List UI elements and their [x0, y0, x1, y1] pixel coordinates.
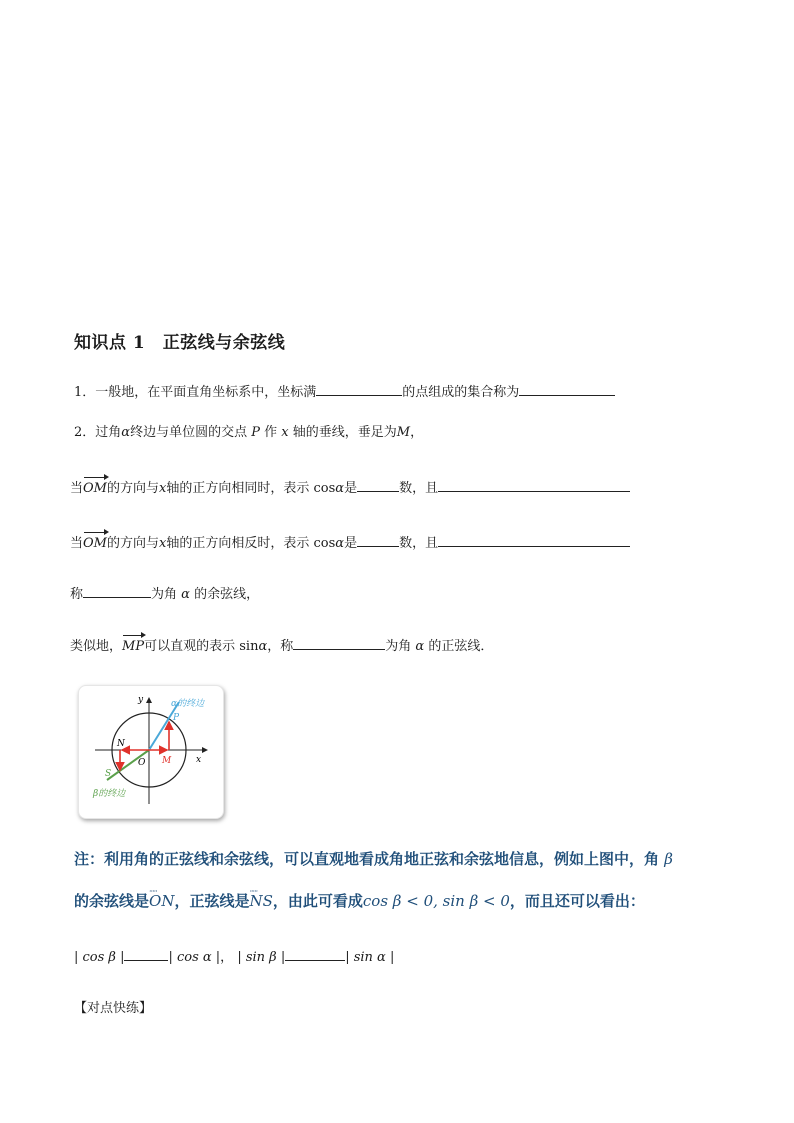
item-text: ，称: [267, 639, 294, 654]
answer-blank[interactable]: [438, 478, 630, 492]
answer-blank[interactable]: [519, 382, 615, 396]
item-text: 可以直观的表示: [144, 639, 236, 654]
item-text: ，: [410, 425, 424, 440]
item-1: [74, 382, 615, 402]
item-text: 终边与单位圆的交点: [130, 425, 248, 440]
comparison-line: [74, 947, 394, 967]
math-expression: cos β < 0, sin β < 0: [362, 892, 510, 910]
note-text: ，正弦线是: [174, 892, 250, 910]
item-text: 数，且: [399, 536, 439, 551]
sine-line-definition: [70, 636, 493, 656]
math-expression: | sin β |: [237, 950, 286, 965]
math-symbol: P: [251, 425, 260, 440]
note-text: 的余弦线是: [74, 892, 150, 910]
math-symbol: β: [664, 850, 673, 868]
item-text: 作: [264, 425, 278, 440]
item-text: 数，且: [399, 481, 439, 496]
answer-blank[interactable]: [83, 584, 151, 598]
item-text: 为角: [385, 639, 412, 654]
item-text: 为角: [151, 587, 178, 602]
item-text: 过角: [95, 425, 122, 440]
item-text: 一般地，在平面直角坐标系中，坐标满: [95, 385, 317, 400]
alpha-terminal-side: [149, 702, 179, 750]
item-text: 当: [70, 481, 84, 496]
item-text: 是: [344, 481, 358, 496]
cosine-line-definition: [70, 584, 259, 604]
item-text: 称: [70, 587, 84, 602]
answer-blank[interactable]: [357, 478, 399, 492]
beta-terminal-label: β的终边: [93, 789, 126, 799]
item-text: 的余弦线，: [194, 587, 260, 602]
vector-mp: MP: [122, 639, 145, 654]
item-text: 轴的正方向相反时，表示: [166, 536, 310, 551]
cos-opposite-direction-line: [70, 533, 630, 553]
math-expression: | cos α |: [168, 950, 221, 965]
math-expression: | cos β |: [74, 950, 125, 965]
math-symbol: α: [258, 639, 268, 654]
label-s: S: [105, 769, 112, 779]
item-text: 的方向与: [106, 536, 159, 551]
item-number: 2．: [74, 425, 96, 440]
item-text: 的点组成的集合称为: [402, 385, 520, 400]
note-text: ，由此可看成: [272, 892, 363, 910]
answer-blank[interactable]: [124, 947, 168, 961]
answer-blank[interactable]: [316, 382, 402, 396]
vector-om: OM: [83, 481, 107, 496]
math-symbol: α: [415, 639, 425, 654]
label-x: x: [196, 755, 202, 765]
note-line-1: [74, 848, 673, 870]
item-number: 1．: [74, 385, 96, 400]
math-symbol: x: [159, 481, 167, 496]
separator: ，: [220, 950, 234, 965]
item-text: 是: [344, 536, 358, 551]
label-y: y: [138, 695, 144, 705]
answer-blank[interactable]: [293, 636, 385, 650]
math-symbol: M: [396, 425, 411, 440]
alpha-terminal-label: α的终边: [171, 699, 205, 709]
answer-blank[interactable]: [357, 533, 399, 547]
label-n: N: [117, 739, 125, 749]
practice-heading: 【对点快练】: [74, 1001, 153, 1016]
unit-circle-figure: [78, 685, 224, 819]
math-symbol: cos: [313, 536, 336, 551]
math-symbol: sin: [239, 639, 259, 654]
math-symbol: α: [181, 587, 190, 602]
item-text: 的方向与: [106, 481, 159, 496]
math-symbol: α: [335, 481, 345, 496]
vector-om: OM: [83, 536, 107, 551]
math-symbol: α: [121, 425, 131, 440]
vector-on: ····· ON: [149, 890, 174, 912]
cos-same-direction-line: [70, 478, 630, 498]
math-symbol: x: [281, 425, 289, 440]
answer-blank[interactable]: [438, 533, 630, 547]
label-p: P: [173, 713, 180, 723]
math-symbol: cos: [313, 481, 336, 496]
math-expression: | sin α |: [345, 950, 395, 965]
math-symbol: x: [159, 536, 167, 551]
label-m: M: [162, 756, 172, 766]
note-text: ，而且还可以看出：: [509, 892, 645, 910]
math-symbol: α: [335, 536, 345, 551]
vector-ns: ····· NS: [249, 890, 272, 912]
item-text: 当: [70, 536, 84, 551]
unit-circle-diagram: [79, 686, 223, 818]
item-text: 轴的正方向相同时，表示: [166, 481, 310, 496]
note-text: 注：利用角的正弦线和余弦线，可以直观地看成角地正弦和余弦地信息，例如上图中，角: [74, 850, 660, 868]
note-line-2: [74, 890, 645, 912]
label-o: O: [138, 758, 146, 768]
item-2: [74, 424, 423, 442]
section-heading: 知识点 1 正弦线与余弦线: [74, 333, 286, 353]
item-text: 类似地，: [70, 639, 123, 654]
item-text: 轴的垂线，垂足为: [292, 425, 397, 440]
item-text: 的正弦线．: [428, 639, 494, 654]
answer-blank[interactable]: [285, 947, 345, 961]
